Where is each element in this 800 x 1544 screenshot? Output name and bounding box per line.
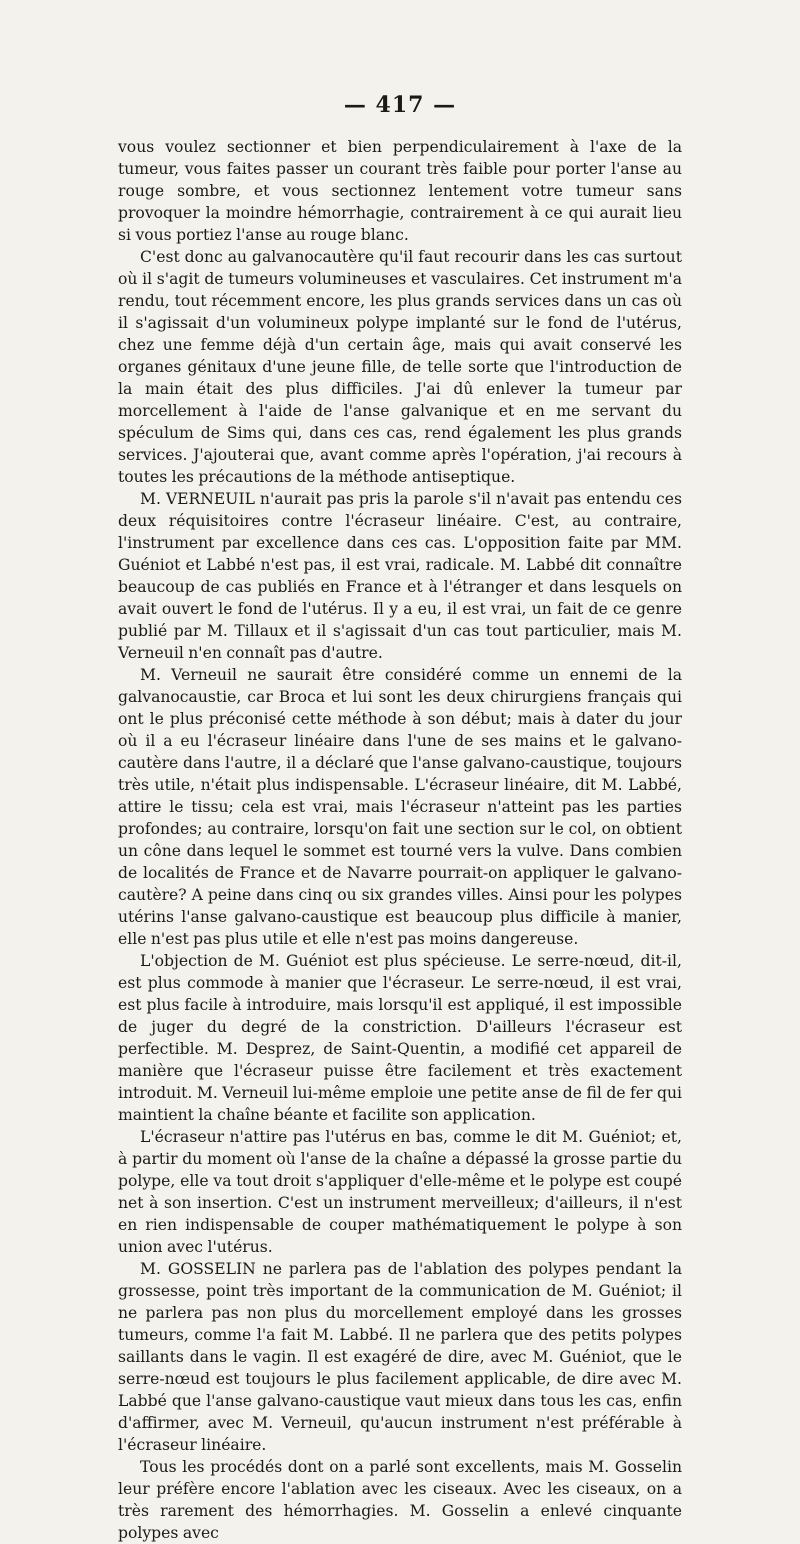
paragraph-5: L'objection de M. Guéniot est plus spécieuse. Le serre-nœud, dit-il, est plus commode à manier que l'écraseur. Le serre-nœud, il est vrai, est plus facile à introduire, mais lorsqu'il est appliqué, il est impossible de juger du degré de la constriction. D'ailleurs l'écraseur est perfectible. M. Desprez, de Saint-Quentin, a modifié cet appareil de manière que l'écraseur puisse être facilement et très exactement introduit. M. Verneuil lui-même emploie une petite anse de fil de fer qui maintient la chaîne béante et facilite son application. bbox=[118, 952, 682, 1124]
body-text bbox=[118, 136, 682, 1544]
paragraph-2: C'est donc au galvanocautère qu'il faut recourir dans les cas surtout où il s'agit de tumeurs volumineuses et vasculaires. Cet instrument m'a rendu, tout récemment encore, les plus grands services dans un cas où il s'agissait d'un volumineux polype implanté sur le fond de l'utérus, chez une femme déjà d'un certain âge, mais qui avait conservé les organes génitaux d'une jeune fille, de telle sorte que l'introduction de la main était des plus difficiles. J'ai dû enlever la tumeur par morcellement à l'aide de l'anse galvanique et en me servant du spéculum de Sims qui, dans ces cas, rend également les plus grands services. J'ajouterai que, avant comme après l'opération, j'ai recours à toutes les précautions de la méthode antiseptique. bbox=[118, 248, 682, 486]
paragraph-3: M. VERNEUIL n'aurait pas pris la parole s'il n'avait pas entendu ces deux réquisitoires contre l'écraseur linéaire. C'est, au contraire, l'instrument par excellence dans ces cas. L'opposition faite par MM. Guéniot et Labbé n'est pas, il est vrai, radicale. M. Labbé dit connaître beaucoup de cas publiés en France et à l'étranger et dans lesquels on avait ouvert le fond de l'utérus. Il y a eu, il est vrai, un fait de ce genre publié par M. Tillaux et il s'agissait d'un cas tout particulier, mais M. Verneuil n'en connaît pas d'autre. bbox=[118, 490, 682, 662]
paragraph-8: Tous les procédés dont on a parlé sont excellents, mais M. Gosselin leur préfère encore l'ablation avec les ciseaux. Avec les ciseaux, on a très rarement des hémorrhagies. M. Gosselin a enlevé cinquante polypes avec bbox=[118, 1458, 682, 1542]
paragraph-7: M. GOSSELIN ne parlera pas de l'ablation des polypes pendant la grossesse, point très important de la communication de M. Guéniot; il ne parlera pas non plus du morcellement employé dans les grosses tumeurs, comme l'a fait M. Labbé. Il ne parlera que des petits polypes saillants dans le vagin. Il est exagéré de dire, avec M. Guéniot, que le serre-nœud est toujours le plus facilement applicable, de dire avec M. Labbé que l'anse galvano-caustique vaut mieux dans tous les cas, enfin d'affirmer, avec M. Verneuil, qu'aucun instrument n'est préférable à l'écraseur linéaire. bbox=[118, 1260, 682, 1454]
paragraph-1: vous voulez sectionner et bien perpendiculairement à l'axe de la tumeur, vous faites passer un courant très faible pour porter l'anse au rouge sombre, et vous sectionnez lentement votre tumeur sans provoquer la moindre hémorrhagie, contrairement à ce qui aurait lieu si vous portiez l'anse au rouge blanc. bbox=[118, 138, 682, 244]
paragraph-4: M. Verneuil ne saurait être considéré comme un ennemi de la galvanocaustie, car Broca et lui sont les deux chirurgiens français qui ont le plus préconisé cette méthode à son début; mais à dater du jour où il a eu l'écraseur linéaire dans l'une de ses mains et le galvano-cautère dans l'autre, il a déclaré que l'anse galvano-caustique, toujours très utile, n'était plus indispensable. L'écraseur linéaire, dit M. Labbé, attire le tissu; cela est vrai, mais l'écraseur n'atteint pas les parties profondes; au contraire, lorsqu'on fait une section sur le col, on obtient un cône dans lequel le sommet est tourné vers la vulve. Dans combien de localités de France et de Navarre pourrait-on appliquer le galvano-cautère? A peine dans cinq ou six grandes villes. Ainsi pour les polypes utérins l'anse galvano-caustique est beaucoup plus difficile à manier, elle n'est pas plus utile et elle n'est pas moins dangereuse. bbox=[118, 666, 682, 948]
page-number: — 417 — bbox=[343, 92, 457, 118]
paragraph-6: L'écraseur n'attire pas l'utérus en bas, comme le dit M. Guéniot; et, à partir du moment où l'anse de la chaîne a dépassé la grosse partie du polype, elle va tout droit s'appliquer d'elle-même et le polype est coupé net à son insertion. C'est un instrument merveilleux; d'ailleurs, il n'est en rien indispensable de couper mathématiquement le polype à son union avec l'utérus. bbox=[118, 1128, 682, 1256]
